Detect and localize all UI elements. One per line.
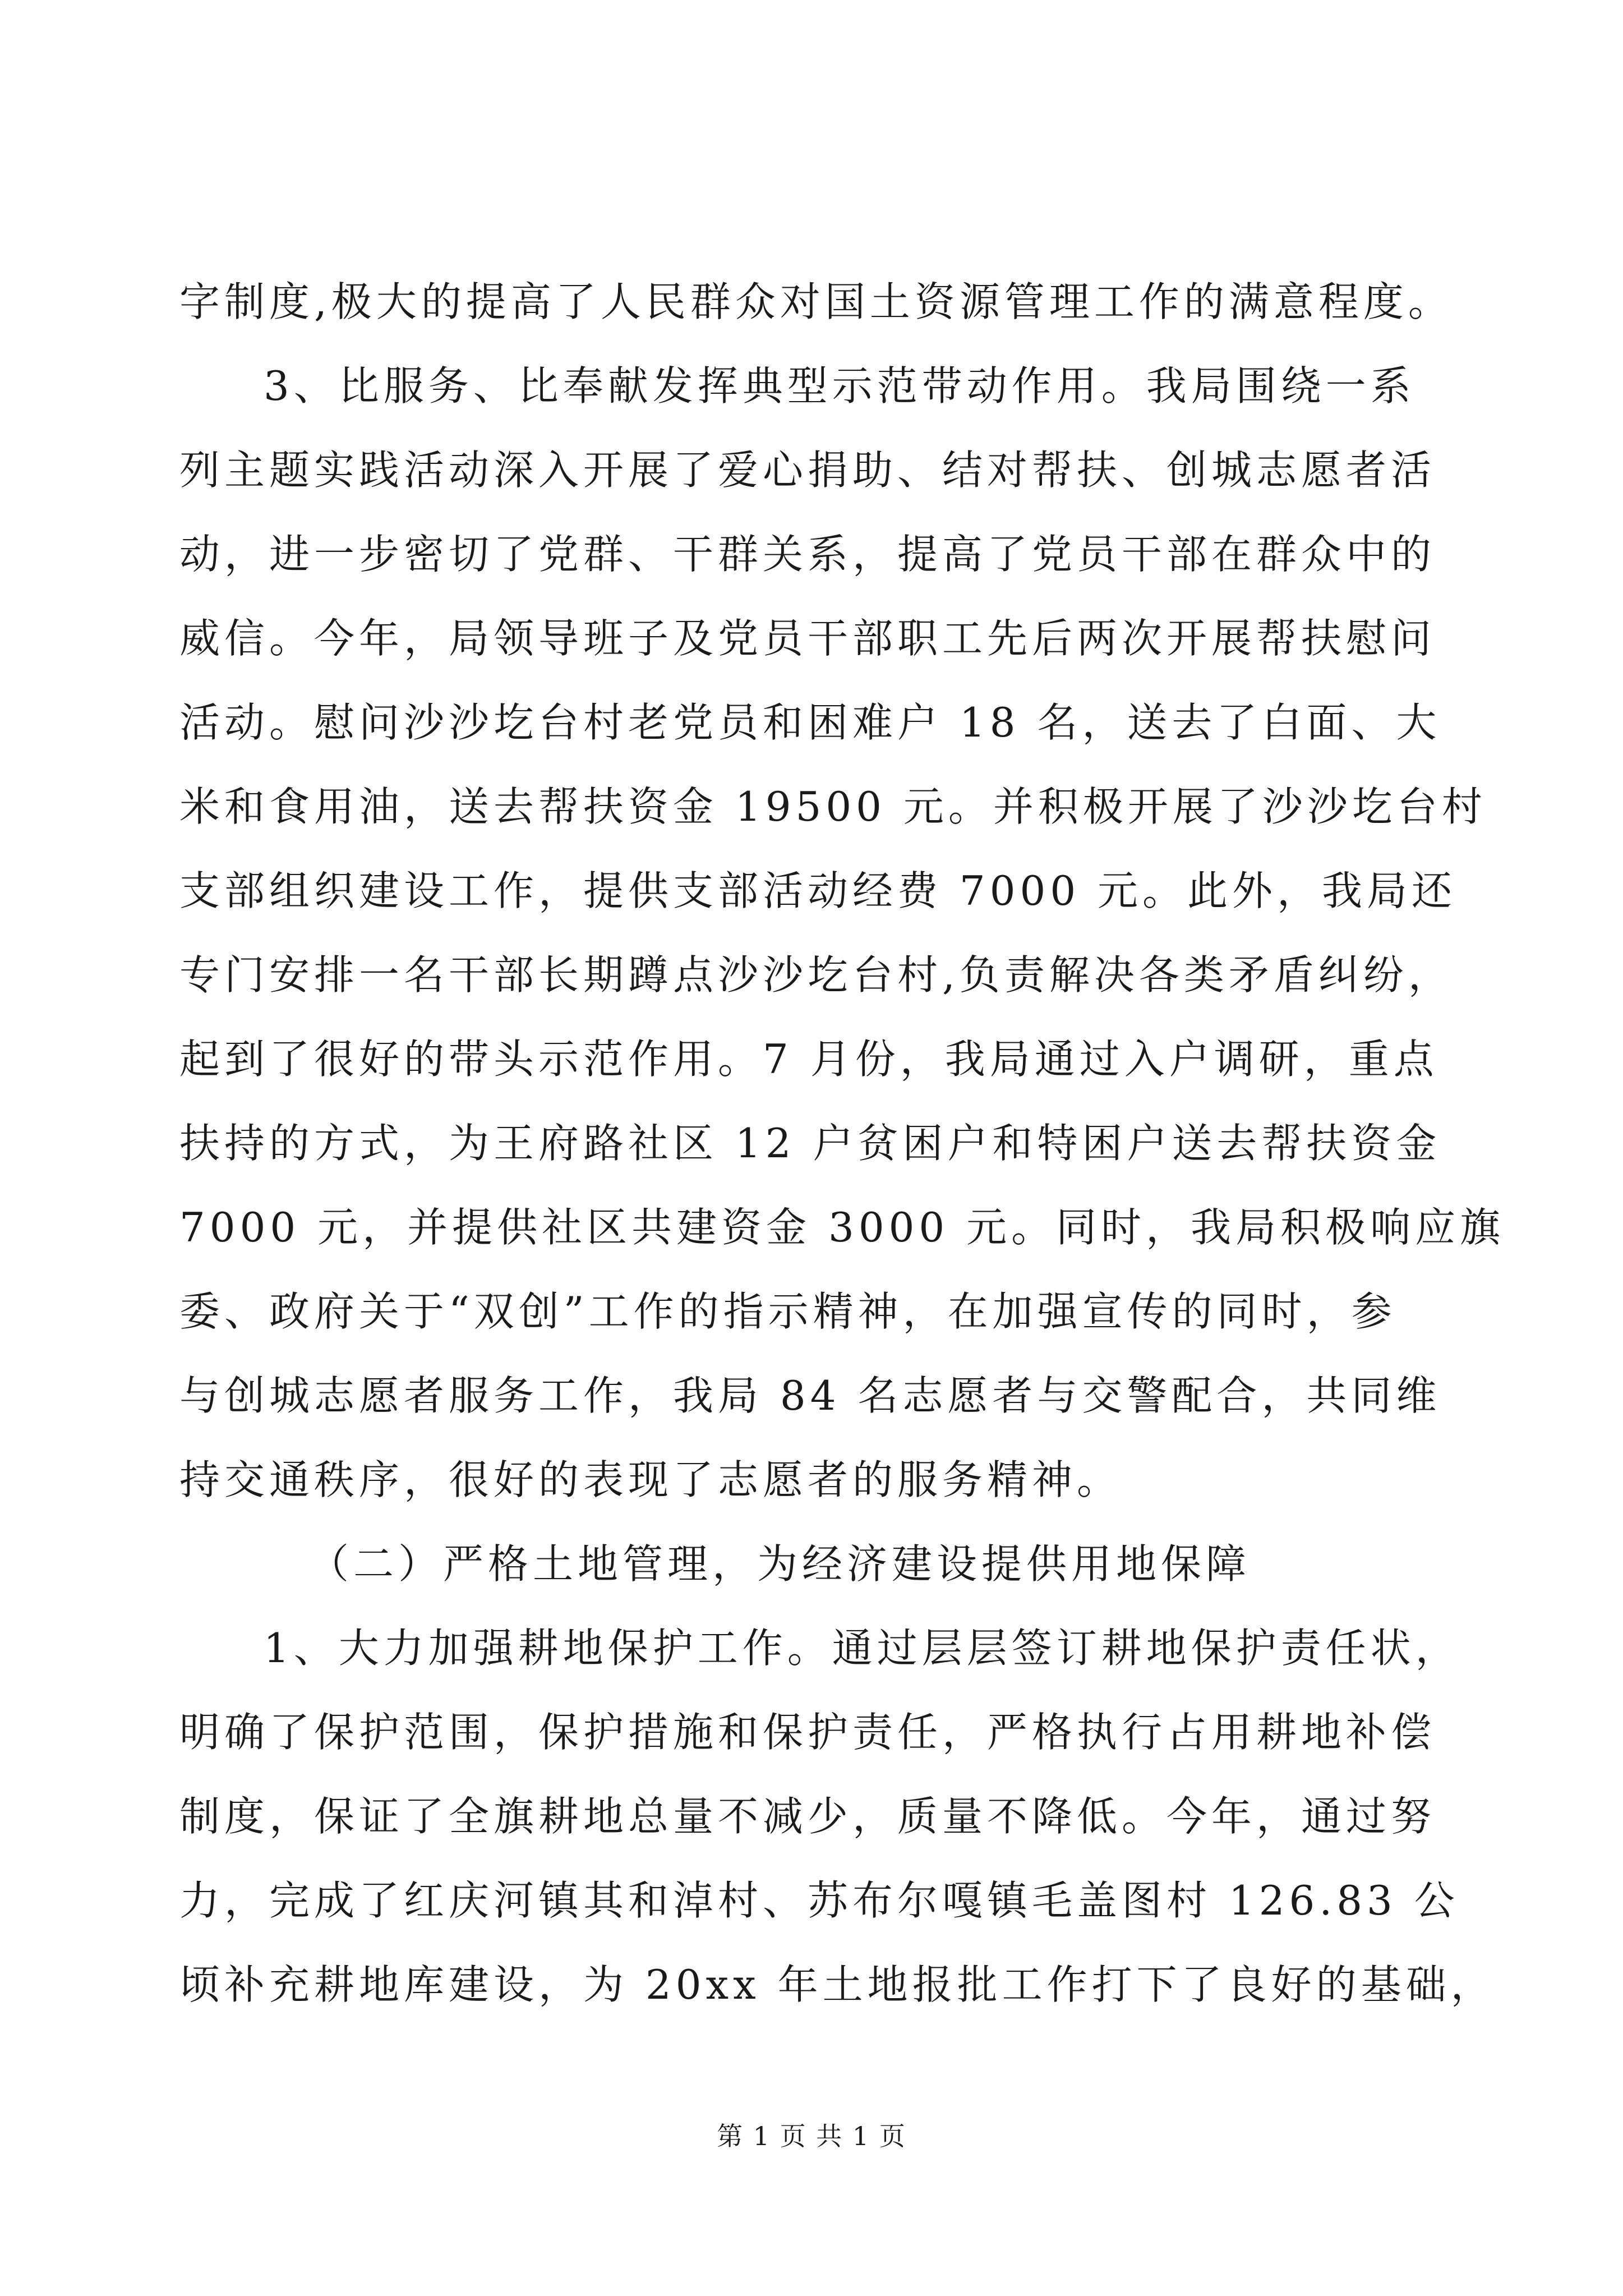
text-line-10: 起到了很好的带头示范作用。7 月份，我局通过入户调研，重点	[179, 1036, 1438, 1083]
text-line-7: 米和食用油，送去帮扶资金 19500 元。并积极开展了沙沙圪台村	[179, 783, 1487, 830]
text-line-14: 与创城志愿者服务工作，我局 84 名志愿者与交警配合，共同维	[179, 1372, 1441, 1419]
text-line-9: 专门安排一名干部长期蹲点沙沙圪台村,负责解决各类矛盾纠纷，	[179, 951, 1453, 999]
section-heading: （二）严格土地管理，为经济建设提供用地保障	[308, 1540, 1251, 1588]
page-footer: 第 1 页 共 1 页	[717, 2121, 906, 2151]
text-line-18: 明确了保护范围，保护措施和保护责任，严格执行占用耕地补偿	[179, 1709, 1436, 1756]
text-line-5: 威信。今年，局领导班子及党员干部职工先后两次开展帮扶慰问	[179, 615, 1436, 662]
text-line-19: 制度，保证了全旗耕地总量不减少，质量不降低。今年，通过努	[179, 1793, 1436, 1840]
text-line-17: 1、大力加强耕地保护工作。通过层层签订耕地保护责任状，	[264, 1625, 1460, 1672]
text-line-13: 委、政府关于“双创”工作的指示精神，在加强宣传的同时，参	[179, 1288, 1396, 1335]
text-line-3: 列主题实践活动深入开展了爱心捐助、结对帮扶、创城志愿者活	[179, 447, 1436, 494]
text-line-1: 字制度,极大的提高了人民群众对国土资源管理工作的满意程度。	[179, 278, 1453, 325]
text-line-20: 力，完成了红庆河镇其和淖村、苏布尔嘎镇毛盖图村 126.83 公	[179, 1877, 1459, 1924]
text-line-2: 3、比服务、比奉献发挥典型示范带动作用。我局围绕一系	[264, 362, 1415, 409]
text-line-6: 活动。慰问沙沙圪台村老党员和困难户 18 名，送去了白面、大	[179, 699, 1441, 746]
text-line-11: 扶持的方式，为王府路社区 12 户贫困户和特困户送去帮扶资金	[179, 1120, 1441, 1167]
text-line-12: 7000 元，并提供社区共建资金 3000 元。同时，我局积极响应旗	[179, 1204, 1505, 1251]
text-line-4: 动，进一步密切了党群、干群关系，提高了党员干部在群众中的	[179, 531, 1436, 578]
text-line-8: 支部组织建设工作，提供支部活动经费 7000 元。此外，我局还	[179, 867, 1457, 914]
text-line-21: 顷补充耕地库建设，为 20xx 年土地报批工作打下了良好的基础，	[179, 1961, 1496, 2008]
text-line-15: 持交通秩序，很好的表现了志愿者的服务精神。	[179, 1456, 1122, 1503]
